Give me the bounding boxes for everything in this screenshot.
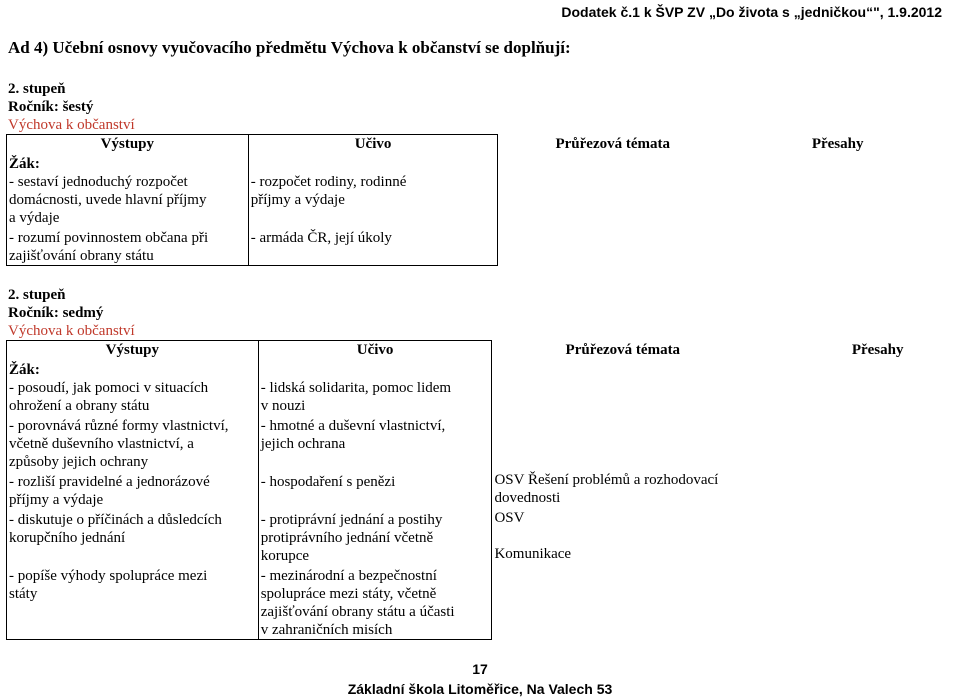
overlaps-cell: [754, 379, 906, 415]
cell-line: v zahraničních misích: [260, 621, 393, 638]
content-cell: [258, 415, 492, 471]
cell-line: zajišťování obrany státu: [9, 247, 154, 264]
outcome-cell: [7, 415, 259, 471]
column-header-content: Učivo: [258, 341, 492, 361]
cell-line: - hospodaření s penězi: [260, 473, 396, 490]
content-cell: [258, 509, 492, 565]
crosscurricular-cell: [498, 227, 728, 266]
cell-line: ohrožení a obrany státu: [9, 397, 150, 414]
outcome-cell: [7, 227, 249, 266]
crosscurricular-cell: [492, 509, 754, 565]
cell-line: OSV Řešení problémů a rozhodovací: [494, 471, 719, 488]
stage-label: 2. stupeň: [8, 81, 66, 97]
grade-label: Ročník: šestý: [8, 99, 94, 115]
cell-line: - rozumí povinnostem občana při: [9, 229, 209, 246]
overlaps-cell: [754, 565, 906, 640]
crosscurricular-cell: [492, 565, 754, 640]
content-cell: [248, 173, 498, 227]
cell-line: - rozpočet rodiny, rodinné: [250, 173, 407, 190]
cell-line: OSV: [494, 509, 525, 526]
student-label: Žák:: [9, 155, 40, 172]
section-heading: Ad 4) Učební osnovy vyučovacího předmětu Výchova k občanství se doplňují:: [8, 38, 571, 57]
content-cell: [258, 379, 492, 415]
overlaps-cell: [754, 471, 906, 509]
student-label: Žák:: [9, 361, 40, 378]
cell-line: způsoby jejich ochrany: [9, 453, 149, 470]
cell-line: jejich ochrana: [260, 435, 346, 452]
outcome-cell: [7, 379, 259, 415]
column-header-crosscurricular: Průřezová témata: [555, 135, 671, 152]
grade-meta-sixth: [8, 80, 135, 134]
document-header: Dodatek č.1 k ŠVP ZV „Do života s „jedničkou“", 1.9.2012: [561, 4, 942, 20]
table-row: [7, 227, 866, 266]
cell-line: protiprávního jednání včetně: [260, 529, 434, 546]
outcome-cell: [7, 509, 259, 565]
cell-line: - popíše výhody spolupráce mezi: [9, 567, 208, 584]
cell-line: domácnosti, uvede hlavní příjmy: [9, 191, 207, 208]
school-footer: Základní škola Litoměřice, Na Valech 53: [347, 681, 613, 697]
cell-line: státy: [9, 585, 38, 602]
crosscurricular-cell: [492, 379, 754, 415]
table-row: [7, 415, 906, 471]
column-header-crosscurricular: Průřezová témata: [565, 341, 681, 358]
curriculum-table-sixth: [6, 134, 866, 266]
table-row: [7, 471, 906, 509]
subject-label: Výchova k občanství: [8, 117, 135, 133]
cell-line: a výdaje: [9, 209, 60, 226]
cell-line: - mezinárodní a bezpečnostní: [260, 567, 437, 584]
crosscurricular-cell: [498, 173, 728, 227]
column-header-overlaps: Přesahy: [811, 135, 864, 152]
cell-line: - posoudí, jak pomoci v situacích: [9, 379, 209, 396]
table-row: [7, 379, 906, 415]
curriculum-table-seventh: [6, 340, 906, 640]
column-header-outcomes: Výstupy: [7, 341, 259, 361]
overlaps-cell: [754, 509, 906, 565]
cell-line: příjmy a výdaje: [250, 191, 345, 208]
content-cell: [258, 471, 492, 509]
cell-line: - diskutuje o příčinách a důsledcích: [9, 511, 222, 528]
cell-line: korupčního jednání: [9, 529, 126, 546]
cell-line: - lidská solidarita, pomoc lidem: [260, 379, 452, 396]
outcome-cell: [7, 173, 249, 227]
cell-line: dovednosti: [494, 489, 561, 506]
cell-line: příjmy a výdaje: [9, 491, 104, 508]
overlaps-cell: [754, 415, 906, 471]
overlaps-cell: [728, 173, 866, 227]
crosscurricular-cell: [492, 415, 754, 471]
cell-line: - porovnává různé formy vlastnictví,: [9, 417, 229, 434]
grade-meta-seventh: [8, 286, 135, 340]
cell-line: - armáda ČR, její úkoly: [250, 229, 392, 246]
overlaps-cell: [728, 227, 866, 266]
cell-line: - rozliší pravidelné a jednorázové: [9, 473, 210, 490]
cell-line: zajišťování obrany státu a účasti: [260, 603, 455, 620]
content-cell: [258, 565, 492, 640]
crosscurricular-cell: [492, 471, 754, 509]
cell-line: v nouzi: [260, 397, 306, 414]
table-row: [7, 509, 906, 565]
cell-line: [494, 527, 751, 545]
outcome-cell: [7, 565, 259, 640]
column-header-overlaps: Přesahy: [851, 341, 904, 358]
cell-line: spolupráce mezi státy, včetně: [260, 585, 437, 602]
cell-line: Komunikace: [494, 545, 572, 562]
cell-line: včetně duševního vlastnictví, a: [9, 435, 194, 452]
cell-line: - protiprávní jednání a postihy: [260, 511, 443, 528]
subject-label: Výchova k občanství: [8, 323, 135, 339]
grade-label: Ročník: sedmý: [8, 305, 104, 321]
table-row: [7, 173, 866, 227]
content-cell: [248, 227, 498, 266]
column-header-outcomes: Výstupy: [7, 135, 249, 155]
cell-line: - hmotné a duševní vlastnictví,: [260, 417, 446, 434]
column-header-content: Učivo: [248, 135, 498, 155]
student-label-cell: [7, 155, 249, 173]
page-number: 17: [472, 661, 488, 677]
stage-label: 2. stupeň: [8, 287, 66, 303]
cell-line: korupce: [260, 547, 310, 564]
table-row: [7, 565, 906, 640]
outcome-cell: [7, 471, 259, 509]
cell-line: - sestaví jednoduchý rozpočet: [9, 173, 188, 190]
student-label-cell: [7, 361, 259, 379]
